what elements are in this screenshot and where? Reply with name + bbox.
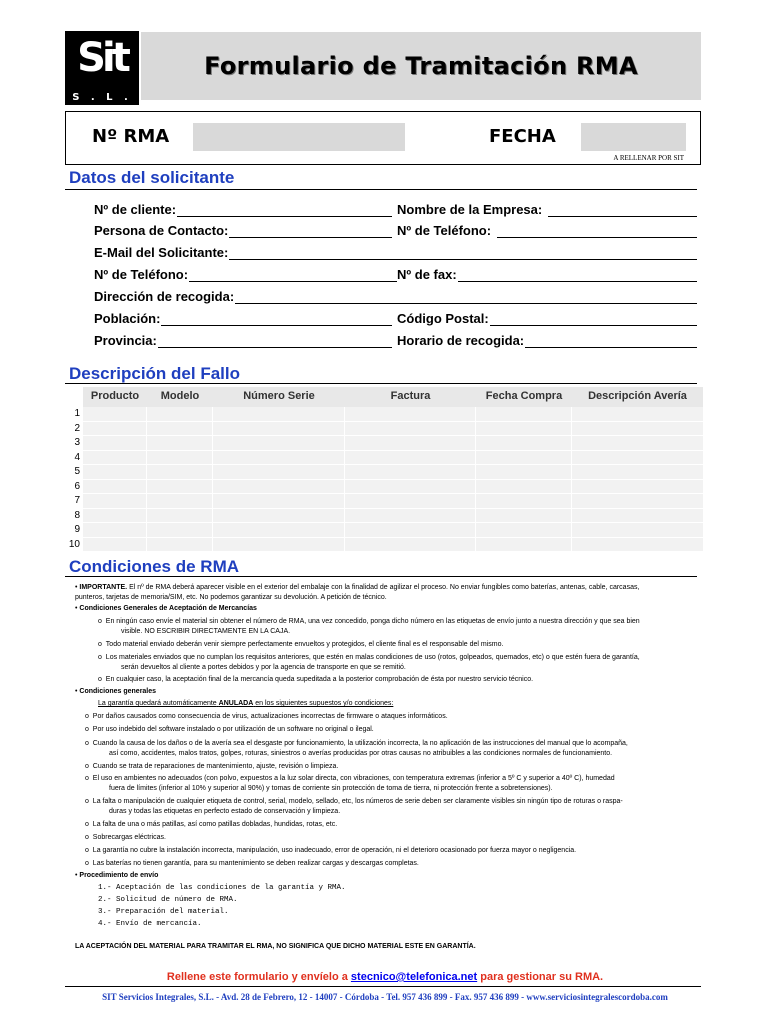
section-divider bbox=[65, 383, 697, 384]
table-cell[interactable] bbox=[213, 407, 344, 421]
aceptacion-note: LA ACEPTACIÓN DEL MATERIAL PARA TRAMITAR EL RMA, NO SIGNIFICA QUE DICHO MATERIAL ESTE EN GARANTÍA. bbox=[75, 943, 476, 950]
cliente-field[interactable] bbox=[94, 199, 392, 217]
row-number: 10 bbox=[68, 539, 80, 550]
g-5: o El uso en ambientes no adecuados (con polvo, expuestos a la luz solar directa, con vibraciones, con temperatura extremas (inferior a 5º C y superior a 40º C), humedad bbox=[85, 775, 615, 782]
condiciones-body bbox=[75, 580, 705, 960]
acept-3a: Los materiales enviados que no cumplan los requisitos anteriores, que estén en malas condiciones de uso (rotos, golpeados, quemados, etc) o que estén fuera de garantía, bbox=[105, 654, 640, 661]
contacto-field[interactable] bbox=[94, 220, 392, 238]
acept-4: o En cualquier caso, la aceptación final de la mercancía queda supeditada a la posterior comprobación de ésta por nuestro servicio técnico. bbox=[98, 676, 534, 683]
table-cell[interactable] bbox=[476, 538, 571, 552]
col-descripcion: Descripción Avería bbox=[588, 390, 687, 402]
provincia-label: Provincia: bbox=[94, 333, 157, 348]
table-cell[interactable] bbox=[572, 494, 703, 508]
table-cell[interactable] bbox=[345, 523, 475, 537]
row-number: 8 bbox=[74, 510, 80, 521]
postal-label: Código Postal: bbox=[397, 311, 489, 326]
row-number: 6 bbox=[74, 481, 80, 492]
g-7: o La falta de una o más patillas, así como patillas dobladas, hundidas, rotas, etc. bbox=[85, 821, 338, 828]
email-label: E-Mail del Solicitante: bbox=[94, 245, 229, 260]
table-cell[interactable] bbox=[345, 422, 475, 436]
table-cell[interactable] bbox=[345, 509, 475, 523]
row-number: 7 bbox=[74, 495, 80, 506]
telefono2-label: Nº de Teléfono: bbox=[94, 267, 189, 282]
postal-input[interactable] bbox=[490, 313, 697, 326]
paso-1: 1.- Aceptación de las condiciones de la garantía y RMA. bbox=[98, 884, 346, 892]
table-cell[interactable] bbox=[83, 523, 146, 537]
table-cell[interactable] bbox=[476, 436, 571, 450]
postal-field[interactable] bbox=[397, 308, 697, 326]
table-cell[interactable] bbox=[213, 480, 344, 494]
generales-heading-line: • Condiciones generales bbox=[75, 688, 157, 695]
table-cell[interactable] bbox=[213, 509, 344, 523]
table-cell[interactable] bbox=[213, 451, 344, 465]
table-cell[interactable] bbox=[476, 480, 571, 494]
anulada-post: en los siguientes supuestos y/o condiciones: bbox=[255, 700, 394, 707]
table-cell[interactable] bbox=[83, 465, 146, 479]
g-3b: así como, accidentes, malos tratos, golpes, roturas, siniestros o averías producidas por otras causas no atribuibles a las condiciones normales de funcionamiento. bbox=[109, 750, 613, 757]
row-number: 1 bbox=[74, 408, 80, 419]
importante-text2: punteros, tarjetas de memoria/SIM, etc. No podemos garantizar su devolución. A petición de técnico. bbox=[75, 594, 387, 601]
solicitante-heading: Datos del solicitante bbox=[69, 168, 235, 187]
rellenar-note: A RELLENAR POR SIT bbox=[613, 154, 684, 162]
table-cell[interactable] bbox=[147, 407, 212, 421]
g-1: o Por daños causados como consecuencia de virus, actualizaciones incorrectas de firmware o ataques informáticos. bbox=[85, 713, 448, 720]
g-3a: Cuando la causa de los daños o de la avería sea el desgaste por funcionamiento, la utilización incorrecta, la no aplicación de las instrucciones del manual que lo acompaña, bbox=[92, 740, 628, 747]
g-8-text: Sobrecargas eléctricas. bbox=[92, 834, 166, 841]
g-5a: El uso en ambientes no adecuados (con polvo, expuestos a la luz solar directa, con vibraciones, con temperatura extremas (inferior a 5º C y superior a 40º C), humedad bbox=[92, 775, 615, 782]
table-cell[interactable] bbox=[572, 523, 703, 537]
rma-box bbox=[65, 111, 701, 165]
logo-sub-text: S . L . bbox=[72, 92, 132, 103]
provincia-field[interactable] bbox=[94, 330, 392, 348]
acept-1a: En ningún caso envíe el material sin obtener el número de RMA, una vez concedido, ponga dicho número en las etiquetas de envío junto a nuestra dirección y que sea bien bbox=[105, 618, 640, 625]
telefono2-input[interactable] bbox=[189, 269, 397, 282]
table-cell[interactable] bbox=[345, 480, 475, 494]
cta-pre: Rellene este formulario y envíelo a bbox=[166, 971, 348, 983]
table-cell[interactable] bbox=[147, 494, 212, 508]
empresa-field[interactable] bbox=[397, 199, 697, 217]
poblacion-field[interactable] bbox=[94, 308, 392, 326]
procedimiento-heading: Procedimiento de envío bbox=[79, 872, 159, 879]
table-cell[interactable] bbox=[213, 538, 344, 552]
telefono1-label: Nº de Teléfono: bbox=[397, 223, 492, 238]
col-fecha-compra: Fecha Compra bbox=[485, 390, 563, 402]
footer-company: SIT Servicios Integrales, S.L. - Avd. 28 de Febrero, 12 - 14007 - Córdoba - Tel. 957 436 899 - Fax. 957 436 899 - www.serviciosintegralescordoba.com bbox=[102, 992, 668, 1002]
page-title: Formulario de Tramitación RMA bbox=[204, 52, 638, 80]
table-cell[interactable] bbox=[213, 465, 344, 479]
table-cell[interactable] bbox=[572, 436, 703, 450]
row-number: 2 bbox=[74, 423, 80, 434]
table-cell[interactable] bbox=[476, 407, 571, 421]
table-cell[interactable] bbox=[213, 436, 344, 450]
table-cell[interactable] bbox=[83, 538, 146, 552]
g-5b: fuera de límites (inferior al 10% y superior al 90%) y tomas de corriente sin protección de toma de tierra, ni protección frente a sobretensiones). bbox=[109, 785, 553, 792]
table-cell[interactable] bbox=[147, 509, 212, 523]
g-10: o Las baterías no tienen garantía, para su mantenimiento se deben realizar cargas y descargas completas. bbox=[85, 860, 419, 867]
row-number: 5 bbox=[74, 466, 80, 477]
direccion-label: Dirección de recogida: bbox=[94, 289, 235, 304]
importante-text: El nº de RMA deberá aparecer visible en el exterior del embalaje con la finalidad de agilizar el proceso. No enviar fungibles como baterías, antenas, cable, carcasas, bbox=[129, 584, 640, 591]
row-number: 4 bbox=[74, 452, 80, 463]
sit-logo bbox=[65, 31, 139, 105]
empresa-label: Nombre de la Empresa: bbox=[397, 202, 543, 217]
direccion-input[interactable] bbox=[235, 291, 697, 304]
logo-main-text: Sit bbox=[77, 35, 127, 81]
title-bar bbox=[141, 32, 701, 100]
procedimiento-heading-line: • Procedimiento de envío bbox=[75, 872, 159, 879]
table-cell[interactable] bbox=[83, 494, 146, 508]
rma-number-field[interactable] bbox=[193, 123, 405, 151]
telefono1-field[interactable] bbox=[397, 220, 697, 238]
g-10-text: Las baterías no tienen garantía, para su mantenimiento se deben realizar cargas y descargas completas. bbox=[92, 860, 419, 867]
acept-1b: visible. NO ESCRIBIR DIRECTAMENTE EN LA CAJA. bbox=[121, 628, 291, 635]
table-cell[interactable] bbox=[476, 509, 571, 523]
cliente-label: Nº de cliente: bbox=[94, 202, 177, 217]
horario-label: Horario de recogida: bbox=[397, 333, 525, 348]
table-cell[interactable] bbox=[345, 451, 475, 465]
importante-line: • IMPORTANTE. El nº de RMA deberá aparecer visible en el exterior del embalaje con la finalidad de agilizar el proceso. No enviar fungibles como baterías, antenas, cable, carcasas, bbox=[75, 584, 640, 591]
row-number: 9 bbox=[74, 524, 80, 535]
col-factura: Factura bbox=[390, 390, 431, 402]
table-cell[interactable] bbox=[147, 538, 212, 552]
table-cell[interactable] bbox=[147, 422, 212, 436]
generales-heading: Condiciones generales bbox=[79, 688, 157, 695]
rma-label: Nº RMA bbox=[92, 126, 170, 147]
g-4: o Cuando se trata de reparaciones de mantenimiento, ajuste, revisión o limpieza. bbox=[85, 763, 339, 770]
table-cell[interactable] bbox=[345, 494, 475, 508]
table-cell[interactable] bbox=[572, 465, 703, 479]
fecha-label: FECHA bbox=[489, 126, 556, 147]
contacto-label: Persona de Contacto: bbox=[94, 223, 229, 238]
table-cell[interactable] bbox=[83, 451, 146, 465]
fax-input[interactable] bbox=[458, 269, 697, 282]
acept-4-text: En cualquier caso, la aceptación final de la mercancía queda supeditada a la posterior comprobación de ésta por nuestro servicio técnico. bbox=[105, 676, 534, 683]
paso-4: 4.- Envío de mercancía. bbox=[98, 920, 202, 928]
poblacion-input[interactable] bbox=[161, 313, 392, 326]
table-cell[interactable] bbox=[345, 538, 475, 552]
anulada-word: ANULADA bbox=[218, 700, 254, 707]
acept-3b: serán devueltos al cliente a portes debidos y por la agencia de transporte en que se remitió. bbox=[121, 664, 406, 671]
g-7-text: La falta de una o más patillas, así como patillas dobladas, hundidas, rotas, etc. bbox=[92, 821, 338, 828]
cliente-input[interactable] bbox=[177, 204, 392, 217]
table-cell[interactable] bbox=[572, 509, 703, 523]
footer-divider bbox=[65, 986, 701, 987]
g-6b: duras y todas las etiquetas en perfecto estado de conservación y limpieza. bbox=[109, 808, 341, 815]
table-cell[interactable] bbox=[147, 436, 212, 450]
fecha-field[interactable] bbox=[581, 123, 686, 151]
email-link[interactable]: stecnico@telefonica.net bbox=[350, 971, 478, 983]
condiciones-heading: Condiciones de RMA bbox=[69, 557, 240, 576]
fax-label: Nº de fax: bbox=[397, 267, 457, 282]
telefono1-input[interactable] bbox=[497, 225, 697, 238]
row-number: 3 bbox=[74, 437, 80, 448]
table-cell[interactable] bbox=[213, 494, 344, 508]
g-6a: La falta o manipulación de cualquier etiqueta de control, serial, modelo, sellado, etc, los números de serie deben ser claramente visibles sin ningún tipo de roturas o raspa- bbox=[92, 798, 623, 805]
horario-input[interactable] bbox=[525, 335, 697, 348]
fallo-heading: Descripción del Fallo bbox=[69, 364, 240, 383]
acept-2-text: Todo material enviado deberán venir siempre perfectamente envueltos y protegidos, el cliente final es el responsable del mismo. bbox=[105, 641, 504, 648]
table-cell[interactable] bbox=[572, 422, 703, 436]
table-cell[interactable] bbox=[572, 538, 703, 552]
table-cell[interactable] bbox=[147, 465, 212, 479]
provincia-input[interactable] bbox=[158, 335, 392, 348]
paso-3: 3.- Preparación del material. bbox=[98, 908, 229, 916]
table-cell[interactable] bbox=[147, 451, 212, 465]
table-cell[interactable] bbox=[83, 480, 146, 494]
table-cell[interactable] bbox=[83, 436, 146, 450]
g-4-text: Cuando se trata de reparaciones de mantenimiento, ajuste, revisión o limpieza. bbox=[92, 763, 339, 770]
section-divider bbox=[65, 189, 697, 190]
g-2: o Por uso indebido del software instalado o por utilización de un software no original o ilegal. bbox=[85, 726, 374, 733]
cta-post: para gestionar su RMA. bbox=[480, 971, 604, 983]
anulada-pre: La garantía quedará automáticamente bbox=[98, 700, 217, 707]
email-input[interactable] bbox=[229, 247, 697, 260]
table-cell[interactable] bbox=[476, 494, 571, 508]
telefono2-field[interactable] bbox=[94, 264, 397, 282]
g-8: o Sobrecargas eléctricas. bbox=[85, 834, 166, 841]
table-cell[interactable] bbox=[83, 407, 146, 421]
table-cell[interactable] bbox=[345, 436, 475, 450]
g-9-text: La garantía no cubre la instalación incorrecta, manipulación, uso inadecuado, error de operación, ni el deterioro ocasionado por fuerza mayor o negligencia. bbox=[92, 847, 577, 854]
col-producto: Producto bbox=[90, 390, 140, 402]
g-6: o La falta o manipulación de cualquier etiqueta de control, serial, modelo, sellado, etc, los números de serie deben ser claramente visibles sin ningún tipo de roturas o raspa- bbox=[85, 798, 623, 805]
table-cell[interactable] bbox=[213, 523, 344, 537]
importante-label: IMPORTANTE. bbox=[79, 584, 128, 591]
table-cell[interactable] bbox=[83, 509, 146, 523]
table-cell[interactable] bbox=[572, 451, 703, 465]
table-cell[interactable] bbox=[476, 451, 571, 465]
footer-cta bbox=[0, 971, 770, 983]
paso-2: 2.- Solicitud de número de RMA. bbox=[98, 896, 238, 904]
table-cell[interactable] bbox=[476, 465, 571, 479]
acept-1: o En ningún caso envíe el material sin obtener el número de RMA, una vez concedido, ponga dicho número en las etiquetas de envío junto a nuestra dirección y que sea bien bbox=[98, 618, 640, 625]
table-cell[interactable] bbox=[345, 465, 475, 479]
direccion-field[interactable] bbox=[94, 286, 697, 304]
table-cell[interactable] bbox=[83, 422, 146, 436]
anulada-line bbox=[98, 699, 393, 709]
g-3: o Cuando la causa de los daños o de la avería sea el desgaste por funcionamiento, la utilización incorrecta, la no aplicación de las instrucciones del manual que lo acompaña, bbox=[85, 740, 628, 747]
acept-2: o Todo material enviado deberán venir siempre perfectamente envueltos y protegidos, el cliente final es el responsable del mismo. bbox=[98, 641, 504, 648]
table-cell[interactable] bbox=[572, 480, 703, 494]
acept-3: o Los materiales enviados que no cumplan los requisitos anteriores, que estén en malas condiciones de uso (rotos, golpeados, quemados, etc) o que estén fuera de garantía, bbox=[98, 654, 640, 661]
g-2-text: Por uso indebido del software instalado o por utilización de un software no original o ilegal. bbox=[92, 726, 374, 733]
g-9: o La garantía no cubre la instalación incorrecta, manipulación, uso inadecuado, error de operación, ni el deterioro ocasionado por fuerza mayor o negligencia. bbox=[85, 847, 577, 854]
poblacion-label: Población: bbox=[94, 311, 161, 326]
horario-field[interactable] bbox=[397, 330, 697, 348]
table-cell[interactable] bbox=[345, 407, 475, 421]
col-numero-serie: Número Serie bbox=[243, 390, 315, 402]
col-modelo: Modelo bbox=[160, 390, 200, 402]
aceptacion-heading: Condiciones Generales de Aceptación de Mercancías bbox=[79, 605, 257, 612]
g-1-text: Por daños causados como consecuencia de virus, actualizaciones incorrectas de firmware o ataques informáticos. bbox=[92, 713, 448, 720]
table-cell[interactable] bbox=[147, 523, 212, 537]
contacto-input[interactable] bbox=[229, 225, 392, 238]
table-cell[interactable] bbox=[476, 422, 571, 436]
email-field[interactable] bbox=[94, 242, 697, 260]
aceptacion-heading-line: • Condiciones Generales de Aceptación de Mercancías bbox=[75, 605, 257, 612]
table-cell[interactable] bbox=[213, 422, 344, 436]
table-cell[interactable] bbox=[147, 480, 212, 494]
fax-field[interactable] bbox=[397, 264, 697, 282]
section-divider bbox=[65, 576, 697, 577]
table-cell[interactable] bbox=[476, 523, 571, 537]
empresa-input[interactable] bbox=[548, 204, 697, 217]
table-cell[interactable] bbox=[572, 407, 703, 421]
